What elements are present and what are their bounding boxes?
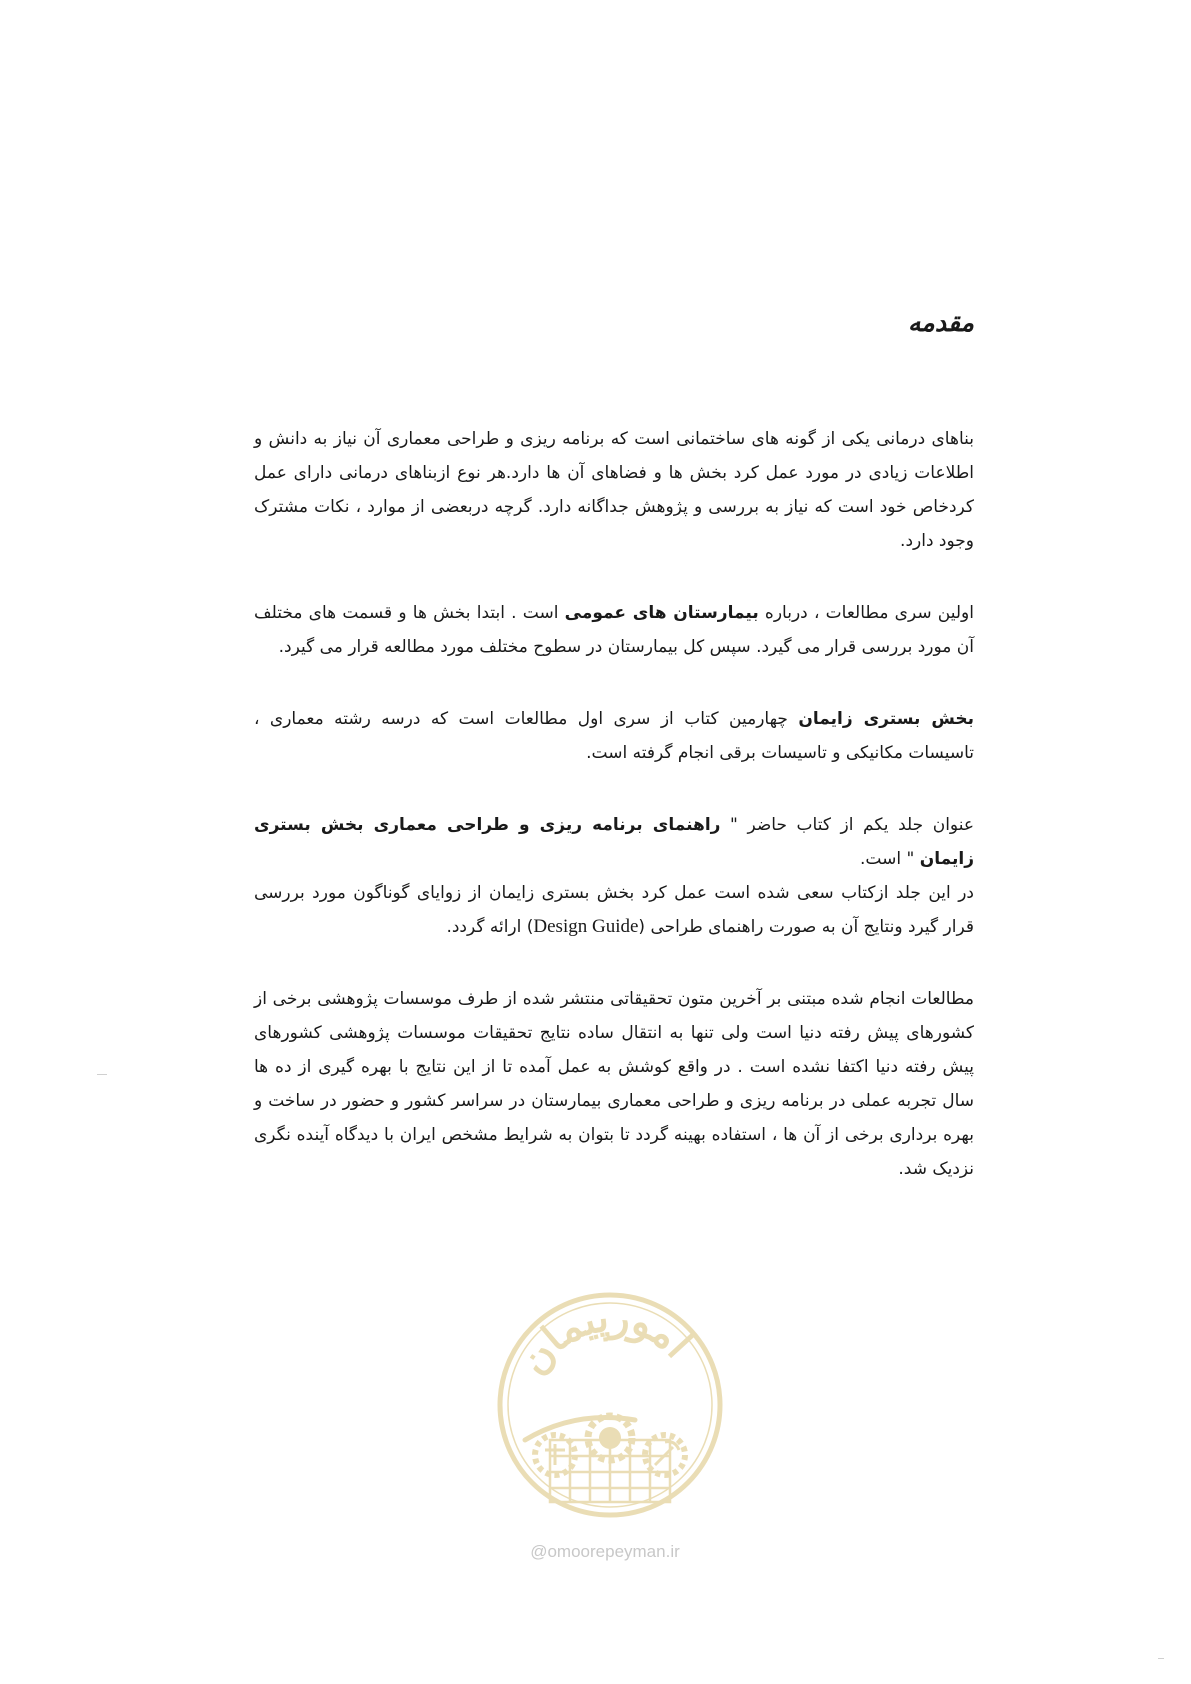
text-run: عنوان جلد یکم از کتاب حاضر " [720, 815, 974, 835]
watermark-logo-text [509, 1293, 701, 1383]
paragraph [254, 422, 974, 558]
text-run: اولین سری مطالعات ، درباره [758, 603, 974, 623]
body-text [254, 422, 974, 1224]
scan-edge-mark [1158, 1658, 1164, 1659]
text-run: بناهای درمانی یکی از گونه های ساختمانی است که برنامه ریزی و طراحی معماری آن نیاز به دانش و اطلاعات زیادی در مورد عمل کرد بخش ها و فضاهای آن ها دارد.هر نوع ازبناهای درمانی دارای عمل کردخاص خود است که نیاز به بررسی و پژوهش جداگانه دارد. گرچه دربعضی از موارد ، نکات مشترک وجود دارد. [254, 429, 974, 551]
scan-edge-mark [97, 1074, 107, 1075]
watermark-seal [495, 1290, 725, 1520]
bold-phrase: بیمارستان های عمومی [564, 603, 759, 623]
paragraph [254, 702, 974, 770]
paragraph [254, 982, 974, 1186]
building-grid-icon [550, 1440, 670, 1502]
text-run: است . ابتدا بخش ها و قسمت های مختلف آن مورد بررسی قرار می گیرد. سپس کل بیمارستان در سطوح مختلف مورد مطالعه قرار می گیرد. [254, 603, 974, 657]
text-run: Design Guide [533, 916, 639, 937]
watermark-logo-textpath: امورپیمان [509, 1293, 701, 1383]
paragraph [254, 808, 974, 944]
text-run: ) ارائه گردد. [446, 917, 534, 937]
text-run: " است. [860, 849, 920, 869]
text-run: مطالعات انجام شده مبتنی بر آخرین متون تحقیقاتی منتشر شده از طرف موسسات پژوهشی برخی از کشورهای پیش رفته دنیا است ولی تنها به انتقال ساده نتایج تحقیقات موسسات پژوهشی کشورهای پیش رفته دنیا اکتفا نشده است . در واقع کوشش به عمل آمده تا از این نتایج با بهره گیری از ده ها سال تجربه عملی در برنامه ریزی و طراحی معماری بیمارستان در سراسر کشور و حضور در ساخت و بهره برداری برخی از آن ها ، استفاده بهینه گردد تا بتوان به شرایط مشخص ایران با دیدگاه آینده نگری نزدیک شد. [254, 989, 974, 1179]
paragraph [254, 596, 974, 664]
text-run: در این جلد ازکتاب سعی شده است عمل کرد بخش بستری زایمان از زوایای گوناگون مورد بررسی قرار گیرد ونتایج آن به صورت راهنمای طراحی ( [254, 883, 974, 937]
bold-phrase: بخش بستری زایمان [798, 709, 974, 729]
bold-phrase: راهنمای برنامه ریزی و طراحی معماری بخش بستری زایمان [254, 815, 974, 869]
watermark-url: @omoorepeyman.ir [530, 1542, 680, 1561]
text-run: چهارمین کتاب از سری اول مطالعات است که درسه رشته معماری ، تاسیسات مکانیکی و تاسیسات برقی انجام گرفته است. [254, 709, 974, 763]
page-title: مقدمه [908, 308, 974, 337]
